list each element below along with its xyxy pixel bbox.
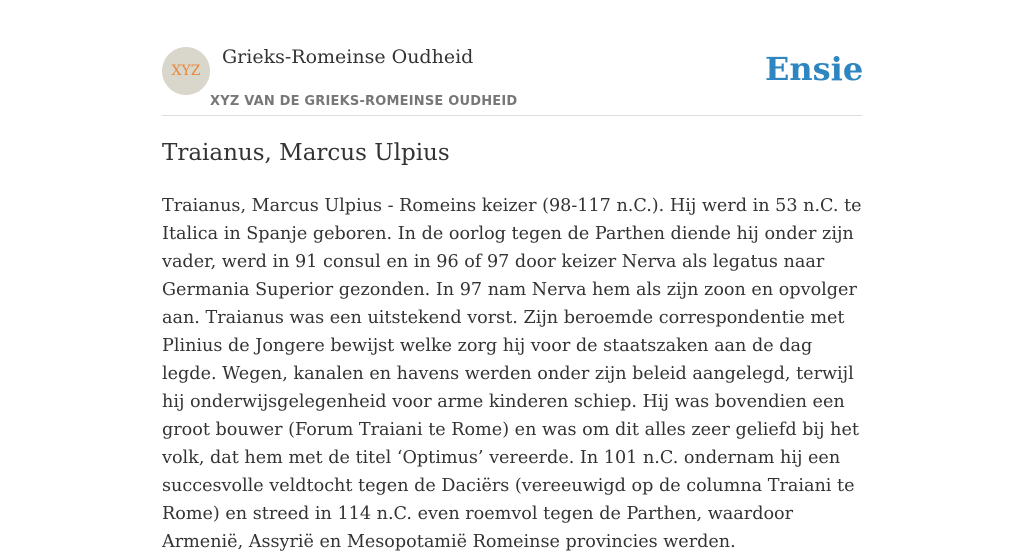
- avatar-label: XYZ: [171, 63, 201, 79]
- source-title[interactable]: Grieks-Romeinse Oudheid: [222, 46, 474, 68]
- ensie-logo[interactable]: Ensie: [765, 50, 864, 88]
- source-avatar[interactable]: [162, 47, 210, 95]
- header-divider: [162, 115, 862, 116]
- source-subtitle[interactable]: XYZ VAN DE GRIEKS-ROMEINSE OUDHEID: [210, 94, 518, 109]
- article-body: Traianus, Marcus Ulpius - Romeins keizer (98-117 n.C.). Hij werd in 53 n.C. te Italica in Spanje geboren. In de oorlog tegen de Parthen diende hij onder zijn vader, werd in 91 consul en in 96 of 97 door keizer Nerva als legatus naar Germania Superior gezonden. In 97 nam Nerva hem als zijn zoon en opvolger aan. Traianus was een uitstekend vorst. Zijn beroemde correspondentie met Plinius de Jongere bewijst welke zorg hij voor de staatszaken aan de dag legde. Wegen, kanalen en havens werden onder zijn beleid aangelegd, terwijl hij onderwijsgelegenheid voor arme kinderen schiep. Hij was bovendien een groot bouwer (Forum Traiani te Rome) en was om dit alles zeer geliefd bij het volk, dat hem met de titel ‘Optimus’ vereerde. In 101 n.C. ondernam hij een succesvolle veldtocht tegen de Daciërs (vereeuwigd op de columna Traiani te Rome) en streed in 114 n.C. even roemvol tegen de Parthen, waardoor Armenië, Assyrië en Mesopotamië Romeinse provincies werden.: [162, 196, 862, 552]
- article-title: Traianus, Marcus Ulpius: [162, 140, 450, 166]
